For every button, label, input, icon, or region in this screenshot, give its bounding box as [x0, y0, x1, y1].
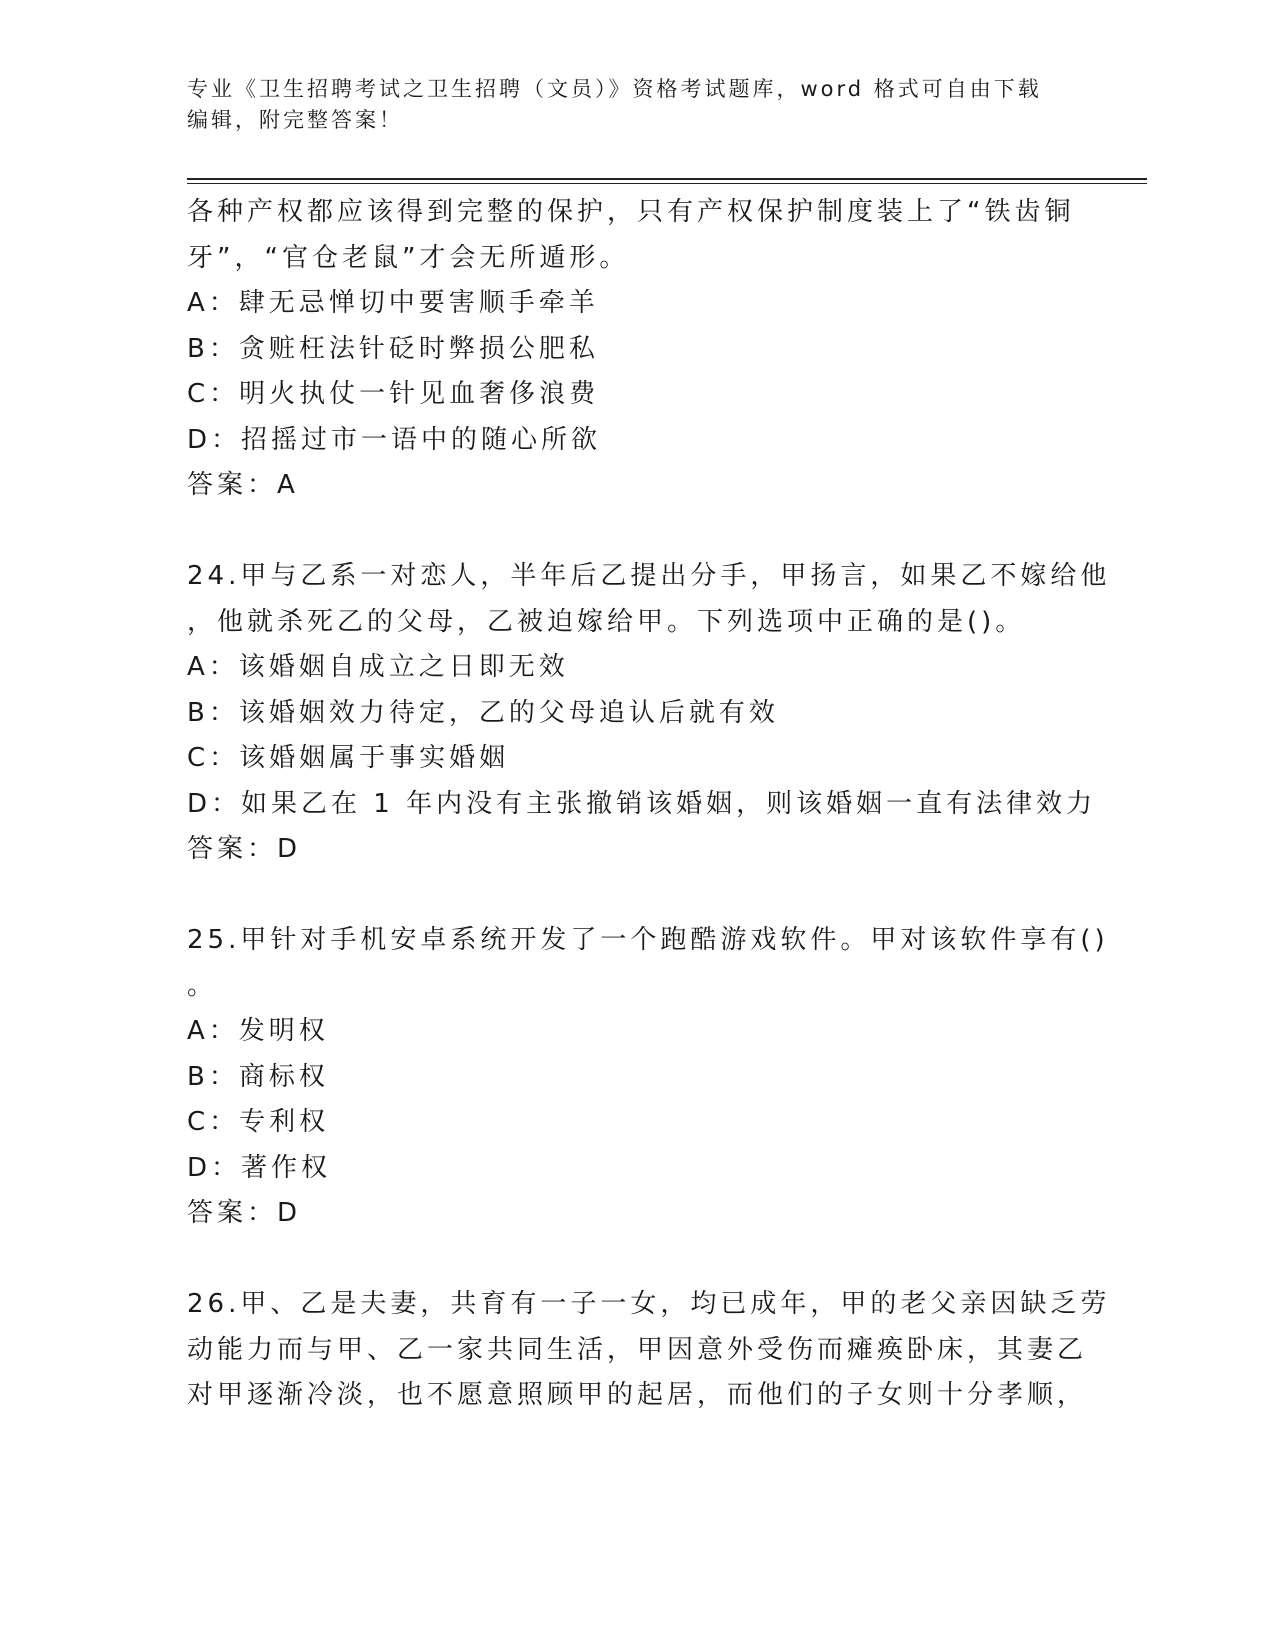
header-line-1: 专业《卫生招聘考试之卫生招聘（文员）》资格考试题库，word 格式可自由下载 [187, 77, 1042, 101]
option-d: D：招摇过市一语中的随心所欲 [187, 424, 602, 455]
option-c: C：该婚姻属于事实婚姻 [187, 743, 510, 773]
header-divider-thick [187, 178, 1147, 180]
option-b: B：贪赃枉法针砭时弊损公肥私 [187, 333, 599, 364]
option-d: D：如果乙在 1 年内没有主张撤销该婚姻，则该婚姻一直有法律效力 [187, 788, 1097, 819]
option-d: D：著作权 [187, 1152, 332, 1183]
question-stem-line: 26.甲、乙是夫妻，共育有一子一女，均已成年，甲的老父亲因缺乏劳 [187, 1289, 1111, 1319]
option-c: C：明火执仗一针见血奢侈浪费 [187, 379, 600, 409]
answer-line: 答案：D [187, 834, 302, 864]
question-list [187, 190, 1111, 1419]
question-25 [187, 918, 1109, 1237]
question-stem-line: 24.甲与乙系一对恋人，半年后乙提出分手，甲扬言，如果乙不嫁给他 [187, 561, 1111, 591]
question-stem-line: 动能力而与甲、乙一家共同生活，甲因意外受伤而瘫痪卧床，其妻乙 [187, 1334, 1088, 1365]
question-stem-line: ，他就杀死乙的父母，乙被迫嫁给甲。下列选项中正确的是()。 [187, 606, 1026, 637]
question-stem-line: 对甲逐渐冷淡，也不愿意照顾甲的起居，而他们的子女则十分孝顺， [187, 1380, 1088, 1410]
option-b: B：该婚姻效力待定，乙的父母追认后就有效 [187, 697, 779, 728]
question-stem-line: 各种产权都应该得到完整的保护，只有产权保护制度装上了“铁齿铜 [187, 197, 1075, 227]
spacer [187, 873, 1087, 919]
option-a: A：肆无忌惮切中要害顺手牵羊 [187, 288, 599, 318]
question-stem-line: 牙”，“官仓老鼠”才会无所遁形。 [187, 242, 630, 273]
option-b: B：商标权 [187, 1061, 329, 1092]
question-23 [187, 190, 1087, 509]
answer-line: 答案：A [187, 470, 299, 500]
answer-line: 答案：D [187, 1198, 302, 1228]
question-stem-line: 。 [187, 970, 218, 1001]
option-c: C：专利权 [187, 1107, 330, 1137]
header-divider-thin [187, 183, 1147, 184]
question-24 [187, 554, 1111, 873]
spacer [187, 509, 1087, 555]
option-a: A：发明权 [187, 1016, 329, 1046]
document-header [187, 74, 1067, 136]
option-a: A：该婚姻自成立之日即无效 [187, 652, 569, 682]
question-26 [187, 1282, 1111, 1419]
question-stem-line: 25.甲针对手机安卓系统开发了一个跑酷游戏软件。甲对该软件享有() [187, 925, 1109, 955]
spacer [187, 1237, 1087, 1283]
header-line-2: 编辑，附完整答案！ [187, 108, 403, 132]
